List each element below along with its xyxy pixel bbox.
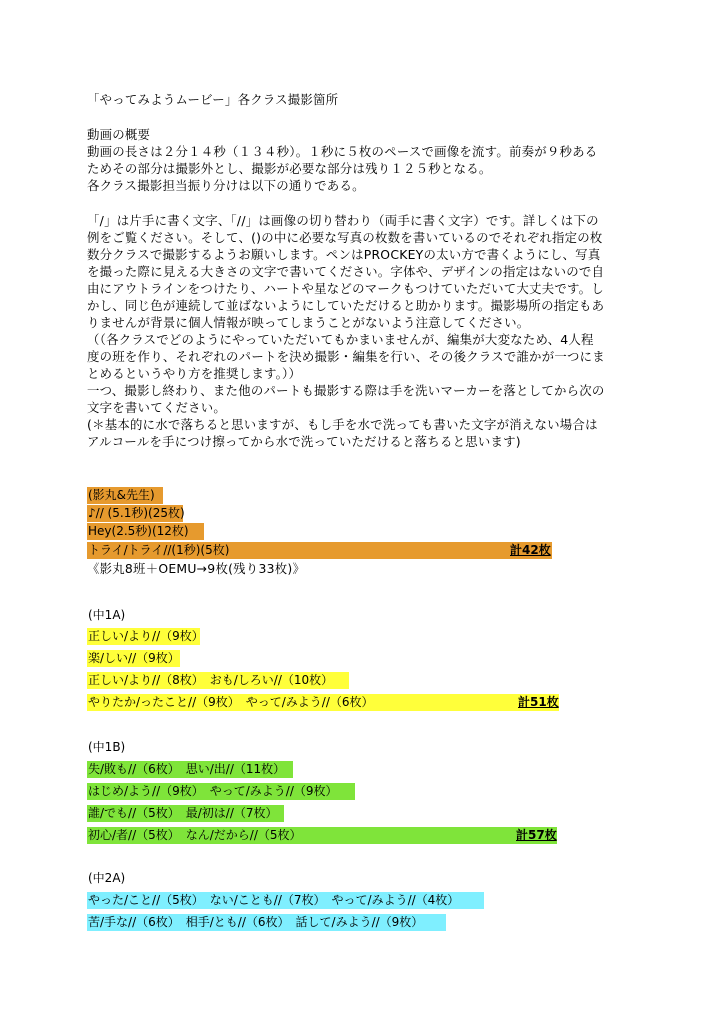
section-header-naka2a: (中2A) — [88, 871, 126, 885]
instruction-line: 一つ、撮影し終わり、また他のパートも撮影する際は手を洗いマーカーを落としてから次の — [87, 383, 605, 398]
section-row: トライ/トライ//(1秒)(5枚) — [87, 542, 552, 559]
instruction-line: 文字を書いてください。 — [87, 400, 227, 415]
overview-heading: 動画の概要 — [87, 127, 151, 142]
overview-line: 各クラス撮影担当振り分けは以下の通りである。 — [87, 178, 365, 193]
section-row: 誰/でも//（5枚） 最/初は//（7枚） — [87, 805, 284, 822]
overview-line: ためその部分は撮影外とし、撮影が必要な部分は残り１２５秒となる。 — [87, 161, 492, 176]
document-title: 「やってみようムービー」各クラス撮影箇所 — [87, 92, 339, 107]
overview-line: 動画の長さは２分１４秒（１３４秒）。１秒に５枚のペースで画像を流す。前奏が９秒ある — [87, 144, 598, 159]
instruction-line: 度の班を作り、それぞれのパートを決め撮影・編集を行い、その後クラスで誰かが一つにま — [87, 349, 605, 364]
instruction-line: (＊基本的に水で落ちると思いますが、もし手を水で洗っても書いた文字が消えない場合は — [87, 417, 598, 432]
section-row: 苦/手な//（6枚） 相手/とも//（6枚） 話して/みよう//（9枚） — [87, 914, 446, 931]
section-row: やりたか/ったこと//（9枚） やって/みよう//（6枚） — [87, 694, 559, 711]
section-total-kagemaru: 計42枚 — [510, 543, 551, 557]
section-row: やった/こと//（5枚） ない/ことも//（7枚） やって/みよう//（4枚） — [87, 892, 484, 909]
section-header-naka1b: (中1B) — [88, 740, 126, 754]
section-row: Hey(2.5秒)(12枚) — [87, 523, 204, 540]
section-note-kagemaru: 《影丸8班＋OEMU→9枚(残り33枚)》 — [87, 561, 306, 576]
instruction-line: りませんが背景に個人情報が映ってしまうことがないよう注意してください。 — [87, 315, 530, 330]
section-row: 正しい/より//（8枚） おも/しろい//（10枚） — [87, 672, 349, 689]
instruction-line: アルコールを手につけ擦ってから水で洗っていただけると落ちると思います) — [87, 434, 521, 449]
section-header-naka1a: (中1A) — [88, 608, 126, 622]
section-row: 楽/しい//（9枚） — [88, 651, 180, 665]
section-header-kagemaru: (影丸&先生) — [87, 487, 163, 504]
section-row: 失/敗も//（6枚） 思い/出//（11枚） — [87, 761, 293, 778]
instruction-line: （（各クラスでどのようにやっていただいてもかまいませんが、編集が大変なため、4人程 — [87, 332, 594, 347]
instruction-line: 由にアウトラインをつけたり、ハートや星などのマークもつけていただいて大丈夫です。し — [87, 281, 604, 296]
section-total-naka1a: 計51枚 — [518, 695, 559, 709]
instruction-line: かし、同じ色が連続して並ばないようにしていただけると助かります。撮影場所の指定もあ — [87, 298, 605, 313]
instruction-line: を撮った際に見える大きさの文字で書いてください。字体や、デザインの指定はないので自 — [87, 264, 605, 279]
instruction-line: とめるというやり方を推奨します。）） — [87, 366, 302, 381]
section-row: 正しい/より//（9枚） — [88, 629, 204, 643]
instruction-line: 例をご覧ください。そして、()の中に必要な写真の枚数を書いているのでそれぞれ指定の枚 — [87, 230, 603, 245]
section-row: はじめ/よう//（9枚） やって/みよう//（9枚） — [87, 783, 355, 800]
section-row: ♪// (5.1秒)(25枚) — [88, 506, 185, 520]
instruction-line: 「/」は片手に書く文字、「//」は画像の切り替わり（両手に書く文字）です。詳しくは下の — [87, 213, 599, 228]
section-row: 初心/者//（5枚） なん/だから//（5枚） — [87, 827, 557, 844]
instruction-line: 数分クラスで撮影するようお願いします。ペンはPROCKEYの太い方で書くようにし、写真 — [87, 247, 601, 262]
section-total-naka1b: 計57枚 — [516, 828, 557, 842]
